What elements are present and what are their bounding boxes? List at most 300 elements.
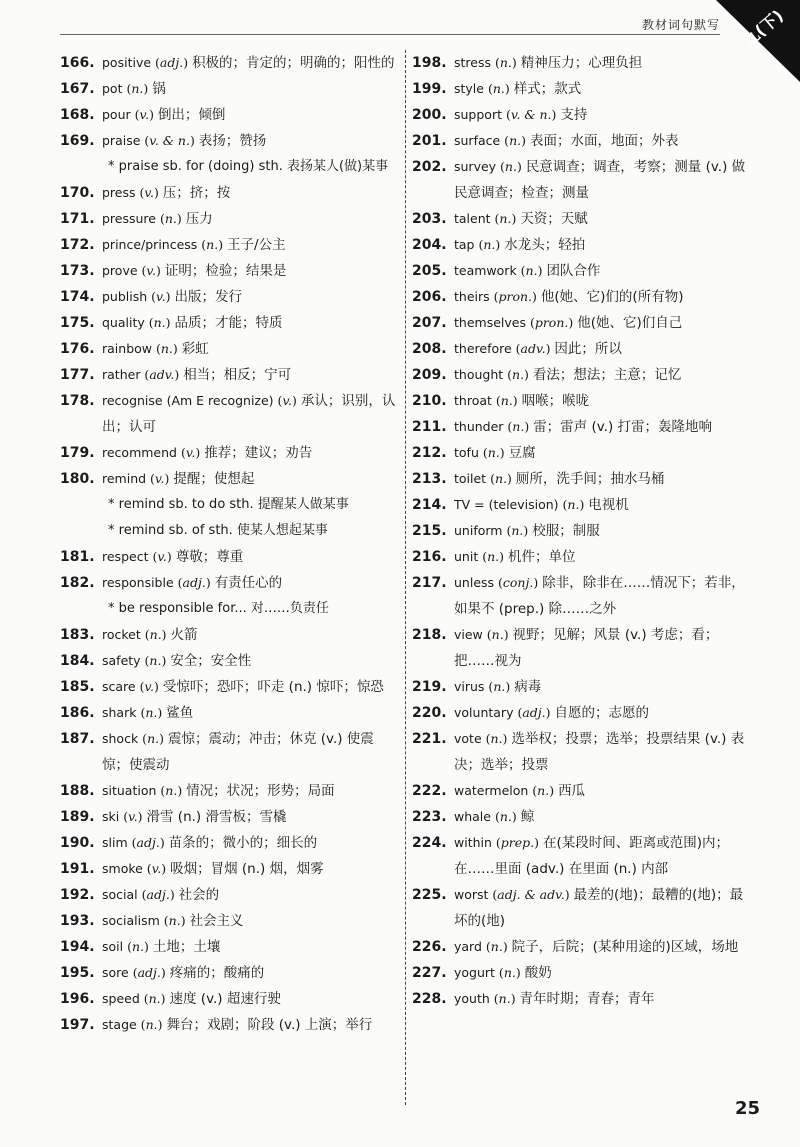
page-number: 25 <box>734 1098 760 1119</box>
entry-pos: v. & n. <box>510 107 552 122</box>
entry-number: 190. <box>60 835 95 851</box>
entry-pos: n. <box>168 913 181 928</box>
entry-meaning: 苗条的；微小的；细长的 <box>168 835 318 851</box>
entry-pos: n. <box>487 549 500 564</box>
entry-meaning: 火箭 <box>170 627 198 643</box>
entry-meaning: 他(她、它)们自己 <box>577 315 683 331</box>
entry-number: 209. <box>412 367 447 383</box>
vocab-entry: 227. yogurt (n.) 酸奶 <box>412 960 752 986</box>
entry-word: prince/princess <box>102 237 198 252</box>
vocab-entry: 172. prince/princess (n.) 王子/公主 <box>60 232 400 258</box>
entry-pos: n. <box>148 991 161 1006</box>
entry-meaning: 雷；雷声 (v.) 打雷；轰隆地响 <box>533 419 713 435</box>
entry-pos: n. <box>490 939 503 954</box>
entry-number: 213. <box>412 471 447 487</box>
entry-word: press <box>102 185 136 200</box>
vocab-entry: 180. remind (v.) 提醒；使想起 * remind sb. to do sth. 提醒某人做某事 * remind sb. of sth. 使某人想起某事 <box>60 466 400 544</box>
vocab-entry: 170. press (v.) 压；挤；按 <box>60 180 400 206</box>
vocab-entry: 174. publish (v.) 出版；发行 <box>60 284 400 310</box>
entry-word: prove <box>102 263 138 278</box>
entry-word: remind <box>102 471 147 486</box>
entry-word: yard <box>454 939 482 954</box>
entry-pos: n. <box>494 471 507 486</box>
column-divider <box>405 50 406 1105</box>
entry-pos: v. <box>128 809 138 824</box>
entry-number: 208. <box>412 341 447 357</box>
entry-word: rather <box>102 367 141 382</box>
entry-number: 204. <box>412 237 447 253</box>
vocab-entry: 178. recognise (Am E recognize) (v.) 承认；识别，认出；认可 <box>60 388 400 440</box>
entry-word: quality <box>102 315 145 330</box>
entry-word: stress <box>454 55 491 70</box>
entry-pos: pron. <box>534 315 569 330</box>
entry-word: shark <box>102 705 137 720</box>
vocab-entry: 201. surface (n.) 表面；水面，地面；外表 <box>412 128 752 154</box>
entry-number: 210. <box>412 393 447 409</box>
entry-pos: adv. <box>520 341 546 356</box>
entry-word: virus <box>454 679 485 694</box>
entry-meaning: 选举权；投票；选举；投票结果 (v.) 表决；选举；投票 <box>454 731 745 773</box>
entry-word: safety <box>102 653 141 668</box>
entry-meaning: 青年时期；青春；青年 <box>519 991 655 1007</box>
entry-number: 178. <box>60 393 95 409</box>
vocab-entry: 208. therefore (adv.) 因此；所以 <box>412 336 752 362</box>
entry-word: thought <box>454 367 504 382</box>
entry-meaning: 最差的(地)；最糟的(地)；最坏的(地) <box>454 887 744 929</box>
entry-meaning: 推荐；建议；劝告 <box>204 445 313 461</box>
entry-meaning: 疼痛的；酸痛的 <box>169 965 265 981</box>
vocab-entry: 188. situation (n.) 情况；状况；形势；局面 <box>60 778 400 804</box>
entry-number: 215. <box>412 523 447 539</box>
entry-word: style <box>454 81 484 96</box>
entry-pos: adj. <box>146 887 170 902</box>
entry-number: 182. <box>60 575 95 591</box>
entry-pos: adj. <box>137 965 161 980</box>
vocab-entry: 198. stress (n.) 精神压力；心理负担 <box>412 50 752 76</box>
entry-meaning: 表扬；赞扬 <box>198 133 267 149</box>
entry-word: therefore <box>454 341 512 356</box>
entry-meaning: 积极的；肯定的；明确的；阳性的 <box>192 55 395 71</box>
entry-number: 201. <box>412 133 447 149</box>
vocab-entry: 216. unit (n.) 机件；单位 <box>412 544 752 570</box>
entry-pos: adv. <box>149 367 175 382</box>
entry-number: 192. <box>60 887 95 903</box>
entry-meaning: 吸烟；冒烟 (n.) 烟，烟雾 <box>170 861 324 877</box>
entry-pos: n. <box>493 679 506 694</box>
vocab-entry: 195. sore (adj.) 疼痛的；酸痛的 <box>60 960 400 986</box>
vocab-entry: 211. thunder (n.) 雷；雷声 (v.) 打雷；轰隆地响 <box>412 414 752 440</box>
entry-meaning: 样式；款式 <box>513 81 582 97</box>
vocab-entry: 176. rainbow (n.) 彩虹 <box>60 336 400 362</box>
entry-word: talent <box>454 211 491 226</box>
entry-number: 196. <box>60 991 95 1007</box>
entry-meaning: 社会主义 <box>189 913 244 929</box>
vocab-entry: 213. toilet (n.) 厕所，洗手间；抽水马桶 <box>412 466 752 492</box>
entry-number: 181. <box>60 549 95 565</box>
entry-number: 171. <box>60 211 95 227</box>
entry-meaning: 看法；想法；主意；记忆 <box>532 367 682 383</box>
entry-number: 214. <box>412 497 447 513</box>
entry-number: 174. <box>60 289 95 305</box>
entry-meaning: 速度 (v.) 超速行驶 <box>169 991 281 1007</box>
entry-meaning: 水龙头；轻拍 <box>504 237 586 253</box>
entry-word: sore <box>102 965 129 980</box>
entry-meaning: 院子，后院；(某种用途的)区域，场地 <box>511 939 739 955</box>
vocab-entry: 215. uniform (n.) 校服；制服 <box>412 518 752 544</box>
entry-meaning: 倒出；倾倒 <box>157 107 226 123</box>
entry-pos: v. <box>157 549 167 564</box>
entry-meaning: 支持 <box>560 107 588 123</box>
entry-meaning: 社会的 <box>178 887 220 903</box>
entry-word: soil <box>102 939 124 954</box>
entry-meaning: 因此；所以 <box>554 341 622 357</box>
entry-number: 220. <box>412 705 447 721</box>
entry-pos: v. <box>144 185 154 200</box>
vocab-entry: 221. vote (n.) 选举权；投票；选举；投票结果 (v.) 表决；选举；投票 <box>412 726 752 778</box>
entry-number: 167. <box>60 81 95 97</box>
entry-number: 183. <box>60 627 95 643</box>
entry-meaning: 提醒；使想起 <box>173 471 255 487</box>
entry-pos: v. <box>144 679 155 694</box>
entry-pos: adj. & adv. <box>497 887 565 902</box>
vocab-entry: 202. survey (n.) 民意调查；调查，考察；测量 (v.) 做民意调查；检查；测量 <box>412 154 752 206</box>
vocab-entry: 166. positive (adj.) 积极的；肯定的；明确的；阳性的 <box>60 50 400 76</box>
entry-meaning: 校服；制服 <box>532 523 600 539</box>
entry-number: 223. <box>412 809 447 825</box>
entry-pos: n. <box>499 55 512 70</box>
vocab-entry: 219. virus (n.) 病毒 <box>412 674 752 700</box>
entry-meaning: 厕所，洗手间；抽水马桶 <box>515 471 665 487</box>
entry-word: theirs <box>454 289 490 304</box>
entry-number: 197. <box>60 1017 95 1033</box>
entry-word: within <box>454 835 492 850</box>
entry-phrase: * praise sb. for (doing) sth. 表扬某人(做)某事 <box>108 159 389 174</box>
vocab-entry: 199. style (n.) 样式；款式 <box>412 76 752 102</box>
entry-meaning: 出版；发行 <box>174 289 242 305</box>
entry-meaning: 锅 <box>152 81 166 97</box>
entry-pos: n. <box>153 315 166 330</box>
entry-number: 169. <box>60 133 95 149</box>
entry-pos: n. <box>145 705 158 720</box>
entry-word: thunder <box>454 419 504 434</box>
entry-pos: v. <box>146 263 156 278</box>
entry-number: 172. <box>60 237 95 253</box>
entry-word: toilet <box>454 471 487 486</box>
entry-pos: n. <box>149 627 162 642</box>
vocab-entry: 181. respect (v.) 尊敬；尊重 <box>60 544 400 570</box>
entry-word: vote <box>454 731 482 746</box>
entry-meaning: 安全；安全性 <box>170 653 252 669</box>
entry-number: 216. <box>412 549 447 565</box>
entry-word: stage <box>102 1017 137 1032</box>
entry-pos: pron. <box>498 289 533 304</box>
entry-meaning: 彩虹 <box>181 341 209 357</box>
vocab-entry: 194. soil (n.) 土地；土壤 <box>60 934 400 960</box>
entry-pos: n. <box>504 159 517 174</box>
entry-number: 187. <box>60 731 95 747</box>
entry-meaning: 压；挤；按 <box>162 185 231 201</box>
entry-word: smoke <box>102 861 143 876</box>
vocab-entry: 224. within (prep.) 在(某段时间、距离或范围)内；在……里面 (adv.) 在里面 (n.) 内部 <box>412 830 752 882</box>
entry-meaning: 震惊；震动；冲击；休克 (v.) 使震惊；使震动 <box>102 731 374 773</box>
entry-word: recognise (Am E recognize) <box>102 393 274 408</box>
entry-number: 193. <box>60 913 95 929</box>
entry-phrase: * be responsible for... 对……负责任 <box>108 601 329 616</box>
vocab-entry: 220. voluntary (adj.) 自愿的；志愿的 <box>412 700 752 726</box>
vocab-entry: 189. ski (v.) 滑雪 (n.) 滑雪板；雪橇 <box>60 804 400 830</box>
entry-number: 179. <box>60 445 95 461</box>
entry-word: unless <box>454 575 495 590</box>
entry-pos: n. <box>164 211 177 226</box>
entry-meaning: 他(她、它)们的(所有物) <box>540 289 684 305</box>
entry-word: unit <box>454 549 479 564</box>
entry-pos: adj. <box>182 575 206 590</box>
entry-pos: n. <box>499 211 512 226</box>
entry-number: 194. <box>60 939 95 955</box>
entry-word: praise <box>102 133 141 148</box>
entry-pos: v. <box>185 445 196 460</box>
entry-number: 225. <box>412 887 447 903</box>
entry-meaning: 相当；相反；宁可 <box>183 367 292 383</box>
vocab-entry: 196. speed (n.) 速度 (v.) 超速行驶 <box>60 986 400 1012</box>
entry-pos: adj. <box>136 835 160 850</box>
vocab-entry: 179. recommend (v.) 推荐；建议；劝告 <box>60 440 400 466</box>
entry-meaning: 滑雪 (n.) 滑雪板；雪橇 <box>146 809 287 825</box>
entry-number: 188. <box>60 783 95 799</box>
entry-pos: v. <box>282 393 292 408</box>
vocab-entry: 214. TV = (television) (n.) 电视机 <box>412 492 752 518</box>
entry-number: 219. <box>412 679 447 695</box>
entry-word: tap <box>454 237 475 252</box>
entry-meaning: 团队合作 <box>546 263 601 279</box>
entry-pos: n. <box>165 783 178 798</box>
vocab-entry: 225. worst (adj. & adv.) 最差的(地)；最糟的(地)；最坏的(地) <box>412 882 752 934</box>
entry-meaning: 精神压力；心理负担 <box>520 55 643 71</box>
vocab-entry: 173. prove (v.) 证明；检验；结果是 <box>60 258 400 284</box>
entry-pos: n. <box>487 445 500 460</box>
vocab-entry: 184. safety (n.) 安全；安全性 <box>60 648 400 674</box>
entry-pos: n. <box>206 237 219 252</box>
entry-word: worst <box>454 887 489 902</box>
entry-meaning: 视野；见解；风景 (v.) 考虑；看；把……视为 <box>454 627 719 669</box>
vocab-entry: 200. support (v. & n.) 支持 <box>412 102 752 128</box>
entry-word: situation <box>102 783 157 798</box>
entry-meaning: 承认；识别，认出；认可 <box>102 393 396 435</box>
entry-number: 206. <box>412 289 447 305</box>
vocab-entry: 191. smoke (v.) 吸烟；冒烟 (n.) 烟，烟雾 <box>60 856 400 882</box>
entry-pos: v. <box>156 289 166 304</box>
entry-number: 205. <box>412 263 447 279</box>
entry-number: 211. <box>412 419 447 435</box>
entry-number: 200. <box>412 107 447 123</box>
vocab-column-left <box>60 50 400 1038</box>
entry-meaning: 天资；天赋 <box>520 211 588 227</box>
vocab-entry: 190. slim (adj.) 苗条的；微小的；细长的 <box>60 830 400 856</box>
entry-meaning: 有责任心的 <box>214 575 283 591</box>
entry-pos: n. <box>490 731 503 746</box>
entry-number: 199. <box>412 81 447 97</box>
entry-word: positive <box>102 55 152 70</box>
entry-pos: conj. <box>502 575 534 590</box>
entry-phrase: * remind sb. to do sth. 提醒某人做某事 <box>108 497 349 512</box>
vocab-entry: 171. pressure (n.) 压力 <box>60 206 400 232</box>
entry-pos: n. <box>498 991 511 1006</box>
entry-word: view <box>454 627 483 642</box>
entry-word: ski <box>102 809 120 824</box>
entry-phrase: * remind sb. of sth. 使某人想起某事 <box>108 523 328 538</box>
entry-meaning: 电视机 <box>588 497 629 513</box>
vocab-entry: 222. watermelon (n.) 西瓜 <box>412 778 752 804</box>
entry-number: 175. <box>60 315 95 331</box>
entry-meaning: 鲸 <box>520 809 535 825</box>
entry-meaning: 民意调查；调查，考察；测量 (v.) 做民意调查；检查；测量 <box>454 159 746 201</box>
entry-number: 202. <box>412 159 447 175</box>
header-title: 教材词句默写 <box>641 18 720 32</box>
entry-word: social <box>102 887 138 902</box>
entry-meaning: 西瓜 <box>558 783 586 799</box>
vocab-entry: 197. stage (n.) 舞台；戏剧；阶段 (v.) 上演；举行 <box>60 1012 400 1038</box>
entry-word: survey <box>454 159 497 174</box>
entry-word: slim <box>102 835 128 850</box>
entry-pos: n. <box>491 627 504 642</box>
entry-meaning: 表面；水面，地面；外表 <box>529 133 679 149</box>
vocab-entry: 212. tofu (n.) 豆腐 <box>412 440 752 466</box>
entry-word: support <box>454 107 502 122</box>
entry-number: 226. <box>412 939 447 955</box>
entry-number: 177. <box>60 367 95 383</box>
entry-meaning: 自愿的；志愿的 <box>554 705 649 721</box>
entry-meaning: 尊敬；尊重 <box>175 549 244 565</box>
entry-meaning: 酸奶 <box>524 965 552 981</box>
entry-word: throat <box>454 393 492 408</box>
entry-number: 189. <box>60 809 95 825</box>
entry-meaning: 病毒 <box>514 679 542 695</box>
entry-pos: n. <box>511 523 524 538</box>
vocab-entry: 217. unless (conj.) 除非，除非在……情况下；若非，如果不 (prep.) 除……之外 <box>412 570 752 622</box>
entry-pos: n. <box>499 809 512 824</box>
entry-number: 198. <box>412 55 447 71</box>
vocab-entry: 218. view (n.) 视野；见解；风景 (v.) 考虑；看；把……视为 <box>412 622 752 674</box>
entry-word: pressure <box>102 211 156 226</box>
entry-pos: v. & n. <box>149 133 190 148</box>
entry-pos: v. <box>151 861 162 876</box>
entry-pos: n. <box>483 237 496 252</box>
vocab-entry: 205. teamwork (n.) 团队合作 <box>412 258 752 284</box>
entry-pos: n. <box>500 393 513 408</box>
entry-word: recommend <box>102 445 177 460</box>
entry-meaning: 除非，除非在……情况下；若非，如果不 (prep.) 除……之外 <box>454 575 745 617</box>
entry-number: 184. <box>60 653 95 669</box>
entry-pos: n. <box>147 731 160 746</box>
entry-pos: n. <box>512 367 525 382</box>
vocab-entry: 203. talent (n.) 天资；天赋 <box>412 206 752 232</box>
entry-meaning: 王子/公主 <box>227 237 286 253</box>
entry-meaning: 情况；状况；形势；局面 <box>186 783 335 799</box>
entry-pos: n. <box>149 653 162 668</box>
entry-number: 221. <box>412 731 447 747</box>
entry-word: rocket <box>102 627 141 642</box>
entry-pos: prep. <box>500 835 535 850</box>
header-rule <box>60 34 720 35</box>
vocab-entry: 187. shock (n.) 震惊；震动；冲击；休克 (v.) 使震惊；使震动 <box>60 726 400 778</box>
entry-number: 228. <box>412 991 447 1007</box>
entry-meaning: 咽喉；喉咙 <box>521 393 590 409</box>
entry-word: teamwork <box>454 263 517 278</box>
entry-number: 217. <box>412 575 447 591</box>
entry-pos: n. <box>492 81 505 96</box>
vocab-entry: 167. pot (n.) 锅 <box>60 76 400 102</box>
vocab-entry: 204. tap (n.) 水龙头；轻拍 <box>412 232 752 258</box>
grade-tab-label: 九(下) <box>739 5 788 51</box>
entry-number: 185. <box>60 679 95 695</box>
entry-word: rainbow <box>102 341 152 356</box>
entry-number: 186. <box>60 705 95 721</box>
vocab-entry: 192. social (adj.) 社会的 <box>60 882 400 908</box>
entry-pos: adj. <box>159 55 184 70</box>
vocab-entry: 207. themselves (pron.) 他(她、它)们自己 <box>412 310 752 336</box>
entry-pos: n. <box>131 939 144 954</box>
entry-word: TV = (television) <box>454 497 559 512</box>
entry-pos: n. <box>160 341 173 356</box>
entry-number: 207. <box>412 315 447 331</box>
entry-number: 218. <box>412 627 447 643</box>
entry-number: 203. <box>412 211 447 227</box>
entry-number: 212. <box>412 445 447 461</box>
entry-word: themselves <box>454 315 526 330</box>
vocab-column-right <box>412 50 752 1012</box>
entry-meaning: 机件；单位 <box>507 549 576 565</box>
entry-pos: n. <box>537 783 550 798</box>
entry-pos: adj. <box>522 705 546 720</box>
entry-pos: n. <box>131 81 144 96</box>
entry-meaning: 豆腐 <box>508 445 536 461</box>
vocab-entry: 168. pour (v.) 倒出；倾倒 <box>60 102 400 128</box>
entry-word: whale <box>454 809 491 824</box>
vocab-entry: 185. scare (v.) 受惊吓；恐吓；吓走 (n.) 惊吓；惊恐 <box>60 674 400 700</box>
entry-pos: v. <box>154 471 165 486</box>
entry-word: pour <box>102 107 131 122</box>
entry-pos: n. <box>145 1017 158 1032</box>
entry-word: surface <box>454 133 501 148</box>
entry-number: 227. <box>412 965 447 981</box>
vocab-entry: 226. yard (n.) 院子，后院；(某种用途的)区域，场地 <box>412 934 752 960</box>
entry-meaning: 鲨鱼 <box>166 705 194 721</box>
entry-pos: n. <box>509 133 522 148</box>
entry-pos: n. <box>525 263 538 278</box>
entry-word: respect <box>102 549 149 564</box>
entry-word: yogurt <box>454 965 495 980</box>
entry-pos: n. <box>503 965 516 980</box>
entry-pos: n. <box>567 497 580 512</box>
vocab-entry: 186. shark (n.) 鲨鱼 <box>60 700 400 726</box>
entry-word: youth <box>454 991 490 1006</box>
vocab-entry: 209. thought (n.) 看法；想法；主意；记忆 <box>412 362 752 388</box>
entry-number: 195. <box>60 965 95 981</box>
entry-word: voluntary <box>454 705 514 720</box>
entry-word: watermelon <box>454 783 529 798</box>
vocab-entry: 193. socialism (n.) 社会主义 <box>60 908 400 934</box>
entry-word: uniform <box>454 523 503 538</box>
entry-number: 180. <box>60 471 95 487</box>
entry-number: 173. <box>60 263 95 279</box>
entry-number: 168. <box>60 107 95 123</box>
entry-number: 222. <box>412 783 447 799</box>
entry-pos: n. <box>512 419 525 434</box>
entry-number: 176. <box>60 341 95 357</box>
entry-word: shock <box>102 731 139 746</box>
entry-word: pot <box>102 81 123 96</box>
entry-meaning: 压力 <box>185 211 213 227</box>
